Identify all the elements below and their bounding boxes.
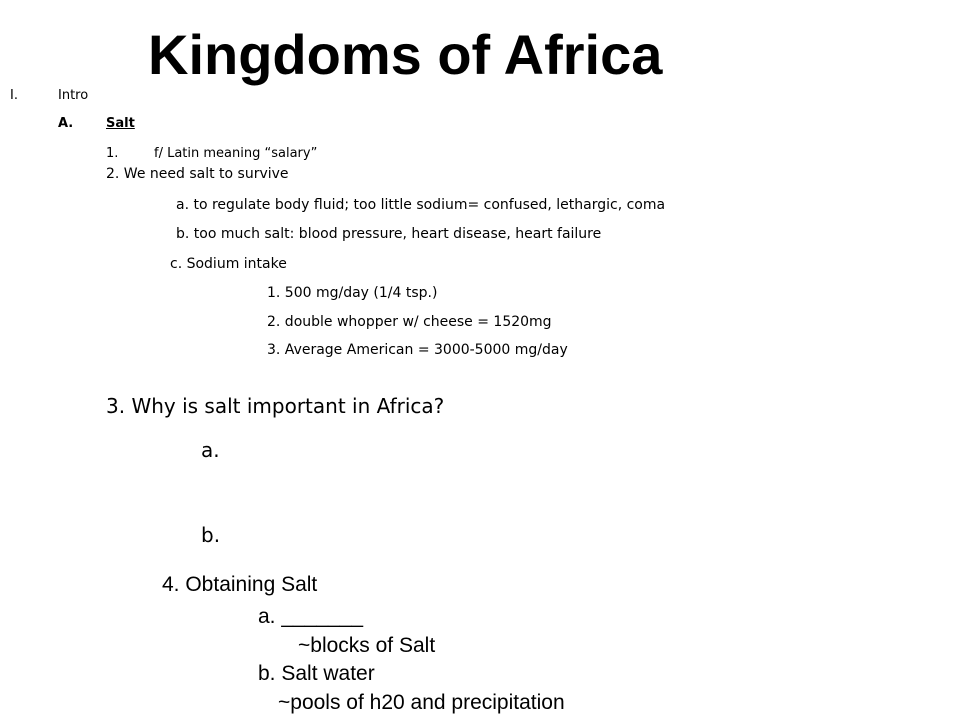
outline-item2b-text: b. too much salt: blood pressure, heart disease, heart failure xyxy=(176,226,602,242)
outline-item4b-text: b. Salt water xyxy=(258,662,375,685)
outline-intake1-text: 1. 500 mg/day (1/4 tsp.) xyxy=(267,285,438,301)
outline-roman-marker: I. xyxy=(10,88,18,103)
outline-intake3-text: 3. Average American = 3000-5000 mg/day xyxy=(267,342,568,358)
outline-intake2-text: 2. double whopper w/ cheese = 1520mg xyxy=(267,314,552,330)
outline-item2c-text: c. Sodium intake xyxy=(170,256,287,272)
outline-a-marker: A. xyxy=(58,116,74,131)
outline-item1-text: f/ Latin meaning “salary” xyxy=(154,146,318,161)
outline-item4b-sub-text: ~pools of h20 and precipitation xyxy=(278,691,565,714)
slide-title: Kingdoms of Africa xyxy=(148,23,663,86)
outline-item4-text: 4. Obtaining Salt xyxy=(162,573,318,596)
outline-item2a-text: a. to regulate body fluid; too little sodium= confused, lethargic, coma xyxy=(176,197,666,213)
outline-item1-marker: 1. xyxy=(106,146,119,161)
outline-item4a-text: a. _______ xyxy=(258,605,364,628)
outline-item3-text: 3. Why is salt important in Africa? xyxy=(106,394,445,418)
outline-roman-text: Intro xyxy=(58,88,89,103)
outline-a-text: Salt xyxy=(106,116,135,131)
outline-item3b-text: b. xyxy=(201,523,221,547)
outline-item4a-sub-text: ~blocks of Salt xyxy=(298,634,436,657)
outline-item2-text: 2. We need salt to survive xyxy=(106,166,289,182)
outline-item3a-text: a. xyxy=(201,438,220,462)
